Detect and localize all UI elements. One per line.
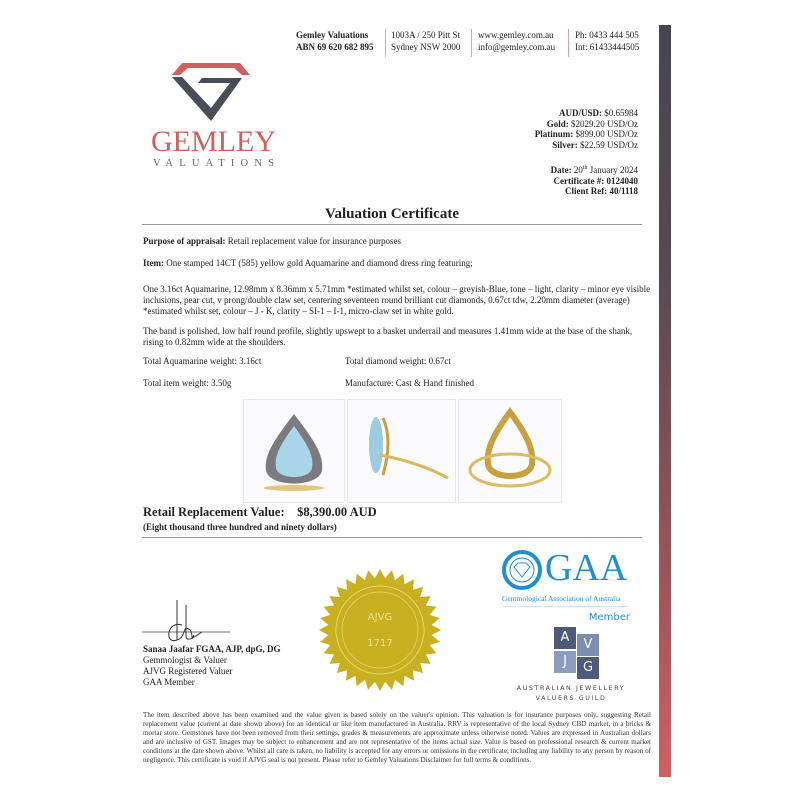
item bbox=[143, 258, 653, 269]
rates bbox=[535, 108, 638, 150]
address-line-1: 1003A / 250 Pitt St bbox=[391, 30, 461, 40]
date-suffix: th bbox=[582, 165, 588, 171]
logo-name: GEMLEY bbox=[151, 125, 276, 158]
gaa-full-name: Gemmological Association of Australia bbox=[502, 594, 621, 603]
ajvg-name-line-2: VALUERS GUILD bbox=[535, 695, 607, 702]
seal-text: AJVG bbox=[367, 612, 393, 623]
gaa-member-label: Member bbox=[588, 612, 630, 623]
decorative-stripe bbox=[659, 25, 671, 777]
rate-label: Gold: bbox=[546, 118, 569, 129]
date-rest: January 2024 bbox=[589, 165, 638, 175]
total-diamond: Total diamond weight: 0.67ct bbox=[345, 356, 451, 366]
rate-value: $899.00 USD/Oz bbox=[575, 129, 638, 139]
total-item-weight: Total item weight: 3.50g bbox=[143, 378, 232, 388]
ajvg-name bbox=[508, 684, 634, 704]
gemley-diamond-logo-icon bbox=[170, 63, 252, 125]
gaa-rule bbox=[503, 606, 629, 607]
ajvg-name-line-1: AUSTRALIAN JEWELLERY bbox=[516, 685, 626, 692]
band-paragraph: The band is polished, low half round profile, slightly upswept to a basket underrail and measures 1.41mm wide at the base of the shank, rising to 0.82mm wide at the shoulders. bbox=[143, 326, 633, 347]
item-label: Item: bbox=[143, 258, 164, 268]
total-aquamarine: Total Aquamarine weight: 3.16ct bbox=[143, 356, 262, 366]
signer-title: Gemmologist & Valuer bbox=[143, 655, 227, 665]
cert-label: Certificate #: bbox=[553, 175, 605, 186]
signer-membership: GAA Member bbox=[143, 677, 195, 687]
contact-block bbox=[478, 29, 555, 53]
address-block bbox=[391, 29, 460, 53]
purpose bbox=[143, 236, 653, 247]
ring-photo-side bbox=[347, 399, 456, 503]
title-rule bbox=[142, 224, 642, 225]
website-link[interactable]: www.gemley.com.au bbox=[478, 30, 554, 40]
email-link[interactable]: info@gemley.com.au bbox=[478, 42, 556, 52]
ajvg-tile-j: J bbox=[554, 651, 576, 673]
ajvg-tile-v: V bbox=[577, 634, 599, 656]
retail-value-amount: $8,390.00 AUD bbox=[297, 505, 377, 519]
ajvg-gold-seal-icon bbox=[318, 568, 442, 692]
ring-photo-front bbox=[243, 399, 345, 503]
cert-number: 0124040 bbox=[606, 175, 638, 186]
rate-value: $0.65984 bbox=[604, 108, 638, 118]
signer-registration: AJVG Registered Valuer bbox=[143, 666, 233, 676]
company-name: Gemley Valuations bbox=[296, 30, 369, 40]
divider bbox=[471, 29, 472, 57]
rate-value: $2029.20 USD/Oz bbox=[571, 118, 638, 129]
page-title: Valuation Certificate bbox=[324, 206, 459, 222]
company-block bbox=[296, 29, 374, 53]
intl-phone: Int: 61433444505 bbox=[575, 42, 640, 52]
phone-block bbox=[575, 29, 639, 53]
certificate-meta bbox=[551, 163, 638, 197]
date-day: 20 bbox=[573, 165, 583, 175]
seal-number: 1717 bbox=[367, 638, 393, 649]
rate-label: Silver: bbox=[552, 139, 578, 150]
ajvg-tile-g: G bbox=[577, 657, 599, 679]
retail-value-words: (Eight thousand three hundred and ninety dollars) bbox=[143, 522, 337, 532]
date-label: Date: bbox=[550, 165, 572, 175]
divider bbox=[385, 29, 386, 57]
disclaimer: The item described above has been examined and the value given is based solely on the valuer's opinion. This valuation is for insurance purposes only, suggesting Retail replacement value (current at date shown above) for an identical or like item manufactured in Australia. RRV is representative of the local Sydney CBD market, in a bricks & mortar store. Gemstones have not been removed from their settings, grades & measurements are approximate unless otherwise noted. Values are expressed in Australian dollars and are inclusive of GST. Images may be subject to enhancement and are not representative of the items actual size. Value is based on professional research & current market conditions at the date shown above. Whilst all care is taken, no liability is accepted for any errors or omissions in the certificate, including any liability to any person by reason of negligence. This certificate is void if AJVG seal is not present. Please refer to Gemley Valuations Disclaimer for full terms & conditions. bbox=[143, 711, 651, 764]
manufacture: Manufacture: Cast & Hand finished bbox=[345, 378, 474, 388]
purpose-text: Retail replacement value for insurance purposes bbox=[227, 236, 401, 246]
signature-icon bbox=[142, 595, 237, 645]
purpose-label: Purpose of appraisal: bbox=[143, 236, 226, 246]
ring-photo-back bbox=[458, 399, 562, 503]
description-paragraph: One 3.16ct Aquamarine, 12.98mm x 8.36mm x 5.71mm *estimated whilst set, colour – greyish-Blue, tone – light, clarity – minor eye visible inclusions, pear cut, v prong/double claw set, centering seventeen round brilliant cut diamonds, 0.67ct tdw, 2.20mm diameter (average) *estimated whilst set, colour – J - K, clarity – SI-1 – I-1, micro-claw set in white gold. bbox=[143, 284, 651, 316]
item-text: One stamped 14CT (585) yellow gold Aquamarine and diamond dress ring featuring; bbox=[166, 258, 473, 268]
gaa-emblem-icon bbox=[502, 550, 542, 590]
logo-subtitle: VALUATIONS bbox=[153, 158, 281, 169]
signer-block bbox=[143, 644, 281, 688]
retail-value bbox=[143, 505, 377, 520]
phone: Ph: 0433 444 505 bbox=[575, 30, 639, 40]
value-rule bbox=[142, 537, 642, 538]
gaa-logo-text: GAA bbox=[545, 547, 628, 589]
signer-name: Sanaa Jaafar FGAA, AJP, dpG, DG bbox=[143, 644, 281, 654]
abn: ABN 69 620 682 895 bbox=[296, 42, 374, 52]
divider bbox=[568, 29, 569, 57]
client-ref: 40/1118 bbox=[609, 186, 638, 196]
ajvg-tile-a: A bbox=[554, 627, 576, 649]
address-line-2: Sydney NSW 2000 bbox=[391, 42, 461, 52]
retail-value-label: Retail Replacement Value: bbox=[143, 505, 285, 519]
client-label: Client Ref: bbox=[564, 186, 608, 196]
rate-value: $22.59 USD/Oz bbox=[580, 139, 638, 150]
rate-label: AUD/USD: bbox=[558, 108, 602, 118]
rate-label: Platinum: bbox=[534, 129, 574, 139]
